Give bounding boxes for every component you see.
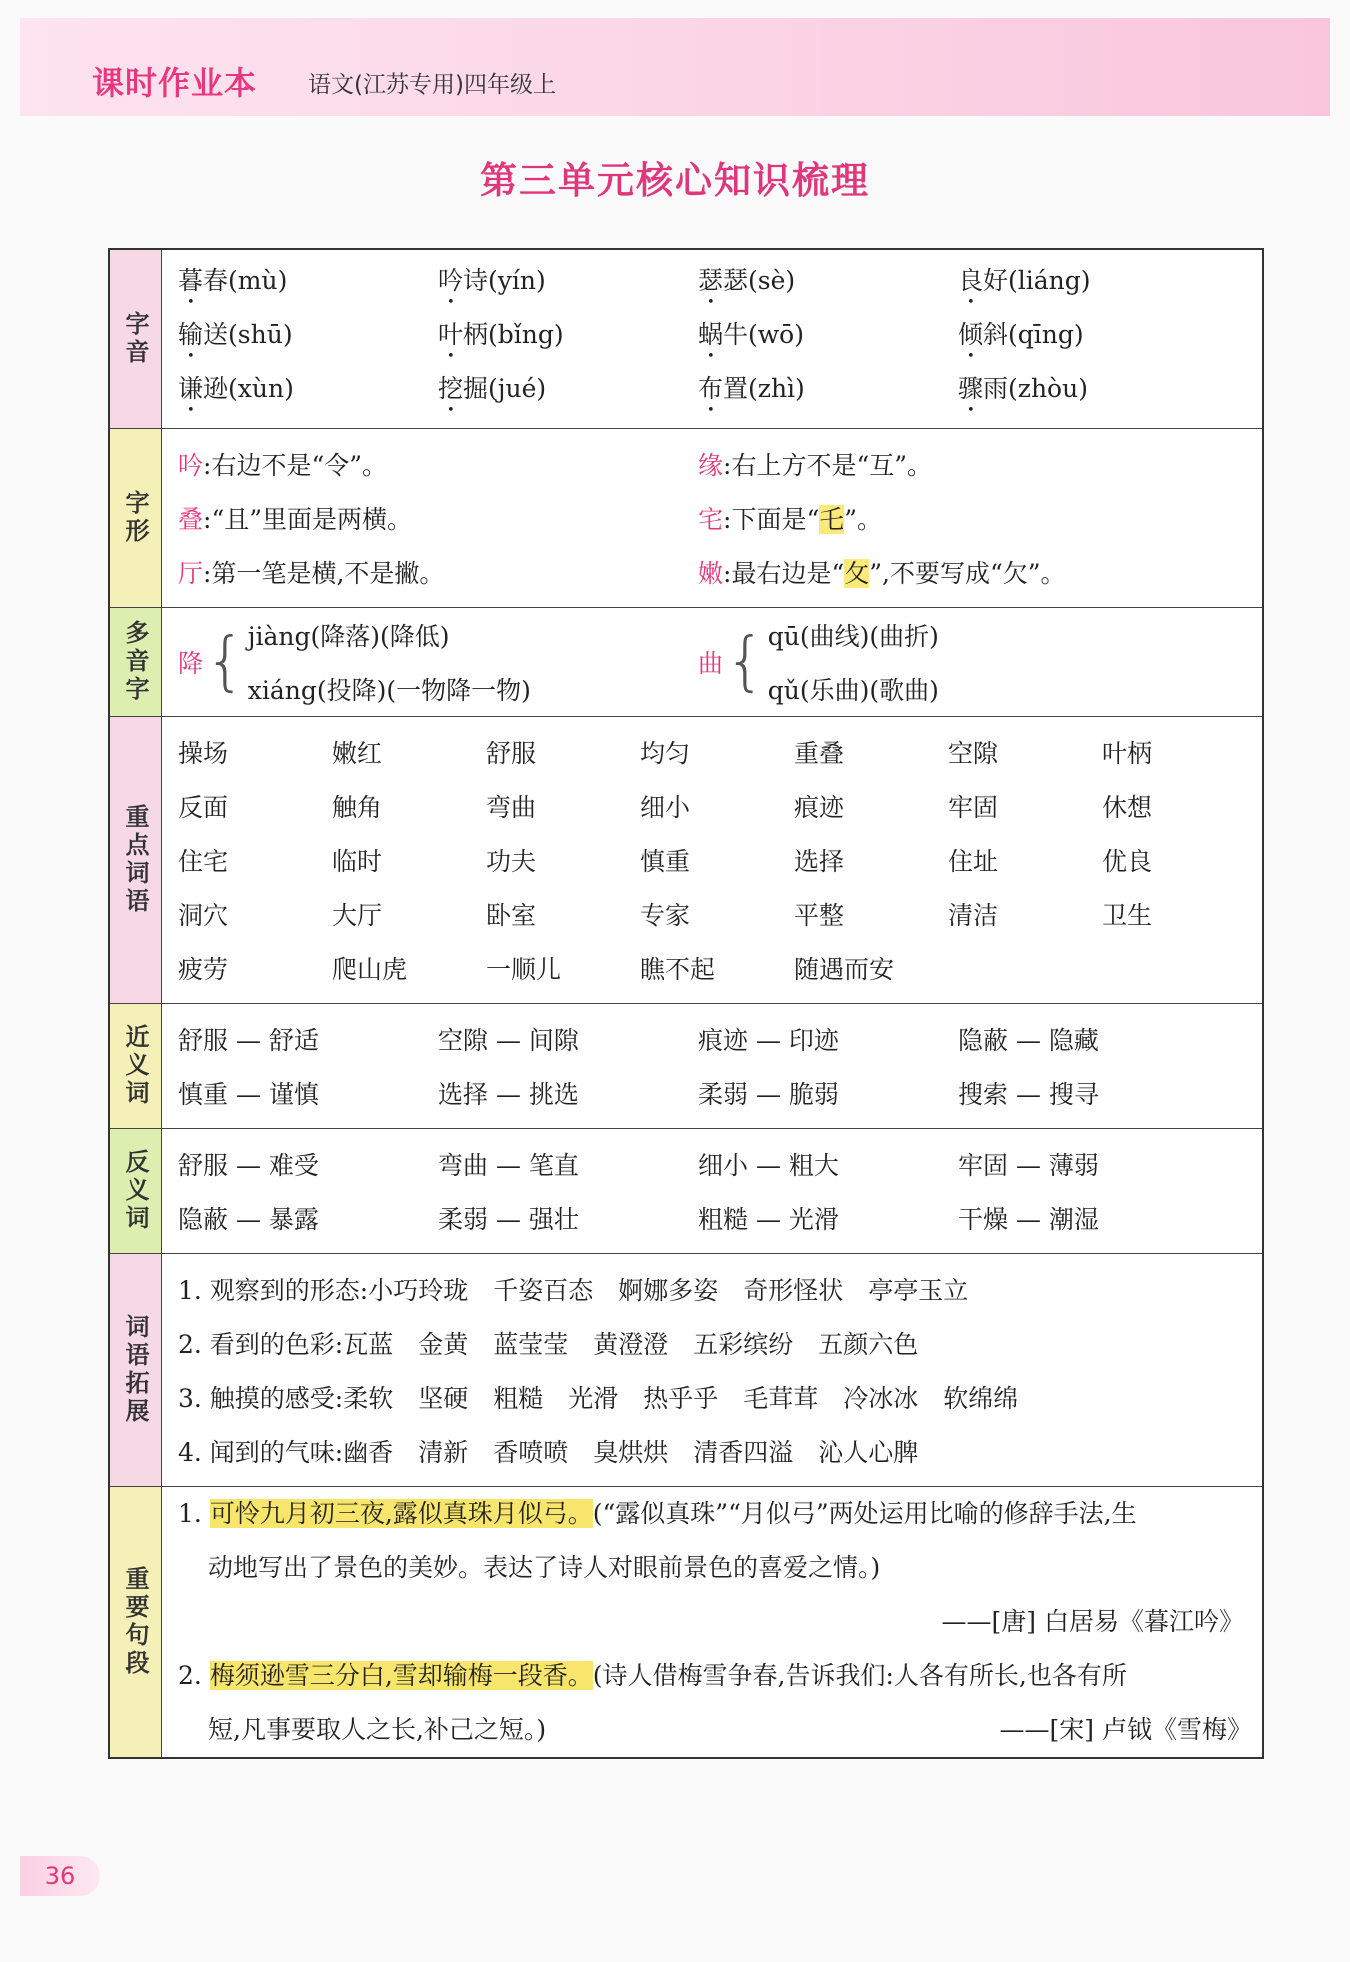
highlight-radical: 攵 [844,559,870,588]
dotted-char: 挖 [438,373,464,403]
pronunciation-item [178,261,438,310]
synonym-pair: 搜索 — 搜寻 [958,1080,1099,1109]
pinyin: (zhòu) [1008,373,1088,403]
page-title: 第三单元核心知识梳理 [480,159,870,202]
polyphone-char: 曲 [698,649,724,678]
polyphone-list [178,608,1262,716]
pronunciation-item [958,315,1218,364]
key-word: 随遇而安 [794,955,895,984]
target-char: 厅 [178,559,204,588]
synonym-pair: 柔弱 — 脆弱 [698,1080,839,1109]
key-sentence-block [178,1649,1262,1757]
key-word: 牢固 [948,793,999,822]
key-word: 弯曲 [486,793,537,822]
key-word: 平整 [794,901,845,930]
antonym-pair: 干燥 — 潮湿 [958,1205,1099,1234]
key-word: 住宅 [178,847,229,876]
key-word: 爬山虎 [332,955,408,984]
word-rest: 送 [203,319,229,349]
pronunciation-item [178,315,438,364]
section-fan-yi [110,1129,1262,1254]
key-word: 洞穴 [178,901,229,930]
pronunciation-item [958,369,1218,418]
pinyin: (wō) [748,319,804,349]
pinyin: (mù) [228,265,288,295]
extension-text: 3. 触摸的感受:柔软 坚硬 粗糙 光滑 热乎乎 毛茸茸 冷冰冰 软绵绵 [178,1384,1019,1413]
sentence-line [178,1487,1252,1541]
form-note: ”。 [844,505,883,534]
antonym-pair: 牢固 — 薄弱 [958,1151,1099,1180]
polyphone-reading: jiàng(降落)(降低) [247,622,450,651]
pinyin: (qīng) [1008,319,1084,349]
form-note: :下面是“ [723,505,820,534]
form-note: :第一笔是横,不是撇。 [203,559,445,588]
pinyin: (shū) [228,319,293,349]
word-rest: 斜 [983,319,1009,349]
section-zi-yin [110,250,1262,429]
polyphone-item [698,608,1218,716]
key-sentence-block [178,1487,1262,1649]
pronunciation-item [698,261,958,310]
word-rest: 诗 [463,265,489,295]
synonym-pair-row [178,1066,1262,1120]
pinyin: (bǐng) [488,319,564,349]
word-rest: 掘 [463,373,489,403]
sentence-line [178,1703,1252,1757]
key-word: 空隙 [948,739,999,768]
polyphone-readings [248,608,531,716]
section-jin-yi [110,1004,1262,1129]
key-word: 一顺儿 [486,955,562,984]
dotted-char: 暮 [178,265,204,295]
key-word: 慎重 [640,847,691,876]
key-word: 住址 [948,847,999,876]
pronunciation-item [958,261,1218,310]
extension-text: 2. 看到的色彩:瓦蓝 金黄 蓝莹莹 黄澄澄 五彩缤纷 五颜六色 [178,1330,919,1359]
key-word: 反面 [178,793,229,822]
extension-line [178,1316,1262,1370]
section-label: 重要句段 [110,1487,162,1757]
subject-subtitle: 语文(江苏专用)四年级上 [308,72,556,98]
form-note: :右边不是“令”。 [203,451,388,480]
word-rest: 柄 [463,319,489,349]
verse-source: ——[唐] 白居易《暮江吟》 [941,1607,1244,1636]
dotted-char: 吟 [438,265,464,295]
section-ci-yu [110,717,1262,1004]
polyphone-reading: qǔ(乐曲)(歌曲) [767,676,939,705]
key-word: 叶柄 [1102,739,1153,768]
synonym-pair: 痕迹 — 印迹 [698,1026,839,1055]
character-form-row [178,437,1262,491]
dotted-char: 良 [958,265,984,295]
pronunciation-row [178,366,1262,420]
key-word: 清洁 [948,901,999,930]
pronunciation-list [162,250,1262,428]
key-word: 操场 [178,739,229,768]
extension-text: 1. 观察到的形态:小巧玲珑 千姿百态 婀娜多姿 奇形怪状 亭亭玉立 [178,1276,969,1305]
pronunciation-item [438,315,698,364]
character-form-item [178,446,698,482]
polyphone-reading: xiáng(投降)(一物降一物) [247,676,531,705]
word-rest: 雨 [983,373,1009,403]
character-form-row [178,545,1262,599]
pinyin: (xùn) [228,373,294,403]
key-words-row [178,941,1262,995]
form-note: ”,不要写成“欠”。 [869,559,1066,588]
page-number: 36 [20,1856,100,1896]
verse-note: 动地写出了景色的美妙。表达了诗人对眼前景色的喜爱之情。) [208,1553,881,1582]
character-form-item [178,500,698,536]
verse-source: ——[宋] 卢钺《雪梅》 [999,1715,1252,1744]
pronunciation-item [438,369,698,418]
key-word: 卫生 [1102,901,1153,930]
antonyms-list [162,1129,1262,1253]
target-char: 宅 [698,505,724,534]
verse-note: (“露似真珠”“月似弓”两处运用比喻的修辞手法,生 [592,1499,1137,1528]
pronunciation-row [178,312,1262,366]
form-note: :最右边是“ [723,559,845,588]
character-form-item [178,554,698,590]
sentence-number: 2. [178,1661,210,1690]
word-rest: 春 [203,265,229,295]
key-sentences-list [162,1487,1262,1757]
key-word: 细小 [640,793,691,822]
character-form-item [698,500,1218,536]
character-form-item [698,446,1218,482]
target-char: 缘 [698,451,724,480]
section-label: 词语拓展 [110,1254,162,1486]
key-word: 瞧不起 [640,955,716,984]
section-zi-xing [110,429,1262,608]
synonym-pair: 慎重 — 谨慎 [178,1080,319,1109]
key-word: 专家 [640,901,691,930]
section-label: 反义词 [110,1129,162,1253]
pinyin: (liáng) [1008,265,1091,295]
antonym-pair: 弯曲 — 笔直 [438,1151,579,1180]
synonym-pair: 选择 — 挑选 [438,1080,579,1109]
key-word: 卧室 [486,901,537,930]
section-label: 近义词 [110,1004,162,1128]
word-rest: 置 [723,373,749,403]
section-label: 字音 [110,250,162,428]
extension-text: 4. 闻到的气味:幽香 清新 香喷喷 臭烘烘 清香四溢 沁人心脾 [178,1438,919,1467]
polyphone-item [178,608,698,716]
polyphone-reading: qū(曲线)(曲折) [767,622,939,651]
synonym-pair: 舒服 — 舒适 [178,1026,319,1055]
antonym-pair-row [178,1191,1262,1245]
word-rest: 逊 [203,373,229,403]
key-words-row [178,833,1262,887]
key-word: 疲劳 [178,955,229,984]
extension-line [178,1262,1262,1316]
synonym-pair: 隐蔽 — 隐藏 [958,1026,1099,1055]
antonym-pair: 粗糙 — 光滑 [698,1205,839,1234]
highlighted-verse: 梅须逊雪三分白,雪却输梅一段香。 [209,1661,593,1690]
polyphone-char: 降 [178,649,204,678]
dotted-char: 输 [178,319,204,349]
key-word: 临时 [332,847,383,876]
form-note: :右上方不是“互”。 [723,451,933,480]
knowledge-table [108,248,1264,1759]
highlighted-verse: 可怜九月初三夜,露似真珠月似弓。 [209,1499,593,1528]
pronunciation-item [178,369,438,418]
synonym-pair-row [178,1012,1262,1066]
target-char: 叠 [178,505,204,534]
section-tuo-zhan [110,1254,1262,1487]
antonym-pair: 柔弱 — 强壮 [438,1205,579,1234]
key-words-row [178,725,1262,779]
brace-icon: { [205,625,246,699]
pronunciation-item [698,369,958,418]
section-label: 字形 [110,429,162,607]
section-duo-yin [110,608,1262,717]
pinyin: (yín) [488,265,546,295]
word-rest: 好 [983,265,1009,295]
character-form-item [698,554,1218,590]
section-label: 多音字 [110,608,162,716]
key-word: 嫩红 [332,739,383,768]
pinyin: (zhì) [748,373,805,403]
word-extension-list [162,1254,1262,1486]
key-word: 大厅 [332,901,383,930]
dotted-char: 谦 [178,373,204,403]
pronunciation-item [438,261,698,310]
pronunciation-item [698,315,958,364]
target-char: 吟 [178,451,204,480]
pinyin: (jué) [488,373,547,403]
antonym-pair: 细小 — 粗大 [698,1151,839,1180]
key-words-row [178,779,1262,833]
key-word: 舒服 [486,739,537,768]
polyphone-readings [768,608,939,716]
dotted-char: 蜗 [698,319,724,349]
sentence-number: 1. [178,1499,210,1528]
brand-title: 课时作业本 [92,64,258,102]
key-word: 优良 [1102,847,1153,876]
key-words-row [178,887,1262,941]
key-word: 休想 [1102,793,1153,822]
antonym-pair: 隐蔽 — 暴露 [178,1205,319,1234]
form-note: :“且”里面是两横。 [203,505,413,534]
extension-line [178,1424,1262,1478]
character-form-row [178,491,1262,545]
key-word: 均匀 [640,739,691,768]
verse-note: 短,凡事要取人之长,补己之短。) [208,1715,547,1744]
dotted-char: 叶 [438,319,464,349]
key-word: 痕迹 [794,793,845,822]
section-ju-duan [110,1487,1262,1757]
synonyms-list [162,1004,1262,1128]
synonym-pair: 空隙 — 间隙 [438,1026,579,1055]
key-word: 功夫 [486,847,537,876]
sentence-line [178,1541,1252,1595]
antonym-pair-row [178,1137,1262,1191]
section-label: 重点词语 [110,717,162,1003]
extension-line [178,1370,1262,1424]
dotted-char: 布 [698,373,724,403]
character-form-list [162,429,1262,607]
dotted-char: 瑟 [698,265,724,295]
pinyin: (sè) [748,265,796,295]
pronunciation-row [178,258,1262,312]
antonym-pair: 舒服 — 难受 [178,1151,319,1180]
dotted-char: 骤 [958,373,984,403]
target-char: 嫩 [698,559,724,588]
key-word: 选择 [794,847,845,876]
word-rest: 瑟 [723,265,749,295]
key-words-list [162,717,1262,1003]
sentence-line [178,1649,1252,1703]
key-word: 触角 [332,793,383,822]
word-rest: 牛 [723,319,749,349]
key-word: 重叠 [794,739,845,768]
dotted-char: 倾 [958,319,984,349]
verse-note: (诗人借梅雪争春,告诉我们:人各有所长,也各有所 [592,1661,1127,1690]
highlight-radical: 乇 [819,505,845,534]
brace-icon: { [725,625,766,699]
